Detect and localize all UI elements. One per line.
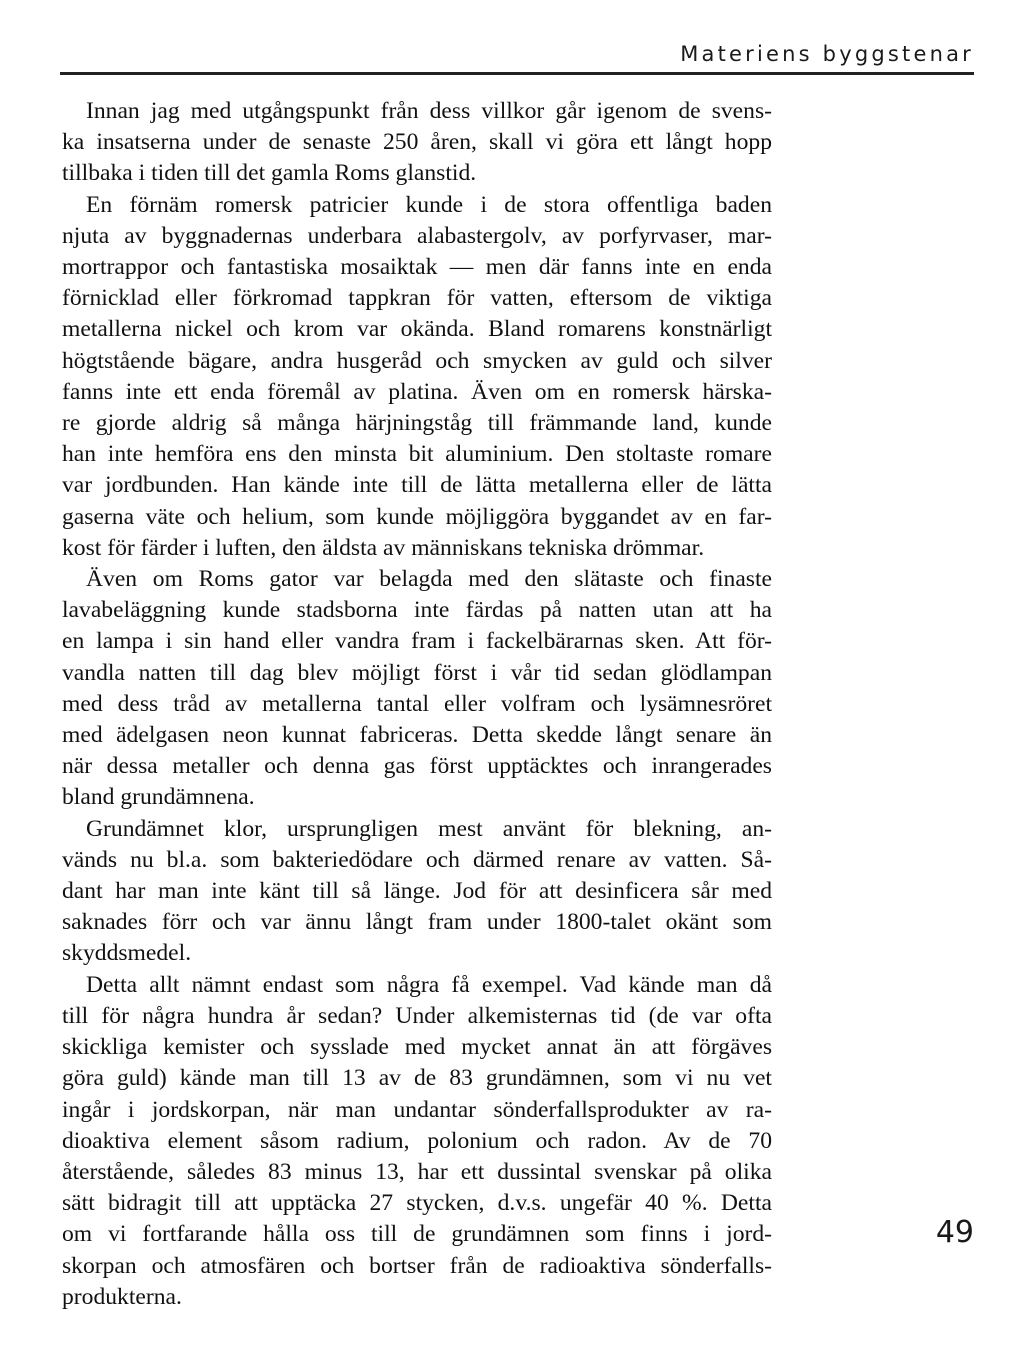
text-line: vandla natten till dag blev möjligt först i vår tid sedan glödlampan (62, 659, 772, 686)
text-line: med ädelgasen neon kunnat fabriceras. Detta skedde långt senare än (62, 722, 772, 749)
text-line: Innan jag med utgångspunkt från dess villkor går igenom de svens- (86, 98, 772, 124)
text-line: Även om Roms gator var belagda med den slätaste och finaste (86, 566, 772, 593)
text-line: metallerna nickel och krom var okända. Bland romarens konstnärligt (62, 316, 772, 343)
text-line: lavabeläggning kunde stadsborna inte färdas på natten utan att ha (62, 597, 772, 624)
text-line: skickliga kemister och sysslade med mycket annat än att förgäves (62, 1034, 772, 1061)
text-line: ka insatserna under de senaste 250 åren, skall vi göra ett långt hopp (62, 129, 772, 156)
header-rule (60, 72, 974, 75)
text-line: högtstående bägare, andra husgeråd och smycken av guld och silver (62, 347, 772, 374)
text-line: skyddsmedel. (62, 940, 192, 967)
text-line: ingår i jordskorpan, när man undantar sönderfallsprodukter av ra- (62, 1096, 772, 1123)
text-line: sätt bidragit till att upptäcka 27 stycken, d.v.s. ungefär 40 %. Detta (62, 1190, 772, 1217)
paragraph (62, 96, 772, 190)
text-line: Detta allt nämnt endast som några få exempel. Vad kände man då (86, 971, 772, 998)
text-line: när dessa metaller och denna gas först upptäcktes och inrangerades (62, 753, 772, 780)
text-line: vänds nu bl.a. som bakteriedödare och därmed renare av vatten. Så- (62, 846, 772, 873)
text-line: skorpan och atmosfären och bortser från de radioaktiva sönderfalls- (62, 1252, 772, 1279)
text-line: bland grundämnena. (62, 784, 255, 811)
text-line: förnicklad eller förkromad tappkran för vatten, eftersom de viktiga (62, 285, 772, 312)
running-head-title: Materiens byggstenar (680, 42, 974, 66)
paragraph (62, 970, 772, 1313)
text-line: dioaktiva element såsom radium, polonium och radon. Av de 70 (62, 1127, 772, 1154)
text-line: tillbaka i tiden till det gamla Roms glanstid. (62, 160, 477, 187)
text-line: om vi fortfarande hålla oss till de grundämnen som finns i jord- (62, 1221, 772, 1248)
text-line: Grundämnet klor, ursprungligen mest använt för blekning, an- (86, 815, 772, 842)
paragraph (62, 564, 772, 814)
text-line: kost för färder i luften, den äldsta av människans tekniska drömmar. (62, 534, 705, 561)
text-line: en lampa i sin hand eller vandra fram i fackelbärarnas sken. Att för- (62, 628, 772, 655)
text-line: dant har man inte känt till så länge. Jod för att desinficera sår med (62, 878, 772, 905)
page-number: 49 (935, 1215, 974, 1250)
text-line: En förnäm romersk patricier kunde i de stora offentliga baden (86, 191, 772, 218)
text-line: till för några hundra år sedan? Under alkemisternas tid (de var ofta (62, 1002, 772, 1029)
paragraph (62, 814, 772, 970)
paragraph (62, 190, 772, 564)
text-line: var jordbunden. Han kände inte till de lätta metallerna eller de lätta (62, 472, 772, 499)
text-line: saknades förr och var ännu långt fram under 1800-talet okänt som (62, 909, 772, 936)
text-line: mortrappor och fantastiska mosaiktak — men där fanns inte en enda (62, 254, 772, 281)
text-line: med dess tråd av metallerna tantal eller volfram och lysämnesröret (62, 690, 772, 717)
text-line: återstående, således 83 minus 13, har ett dussintal svenskar på olika (62, 1158, 772, 1185)
text-line: göra guld) kände man till 13 av de 83 grundämnen, som vi nu vet (62, 1065, 772, 1092)
text-line: gaserna väte och helium, som kunde möjliggöra byggandet av en far- (62, 503, 772, 530)
text-line: produkterna. (62, 1283, 182, 1310)
text-line: han inte hemföra ens den minsta bit aluminium. Den stoltaste romare (62, 441, 772, 468)
text-line: njuta av byggnadernas underbara alabastergolv, av porfyrvaser, mar- (62, 222, 772, 249)
body-text (62, 96, 772, 1313)
text-line: re gjorde aldrig så många härjningståg till främmande land, kunde (62, 410, 772, 437)
text-line: fanns inte ett enda föremål av platina. Även om en romersk härska- (62, 378, 772, 405)
